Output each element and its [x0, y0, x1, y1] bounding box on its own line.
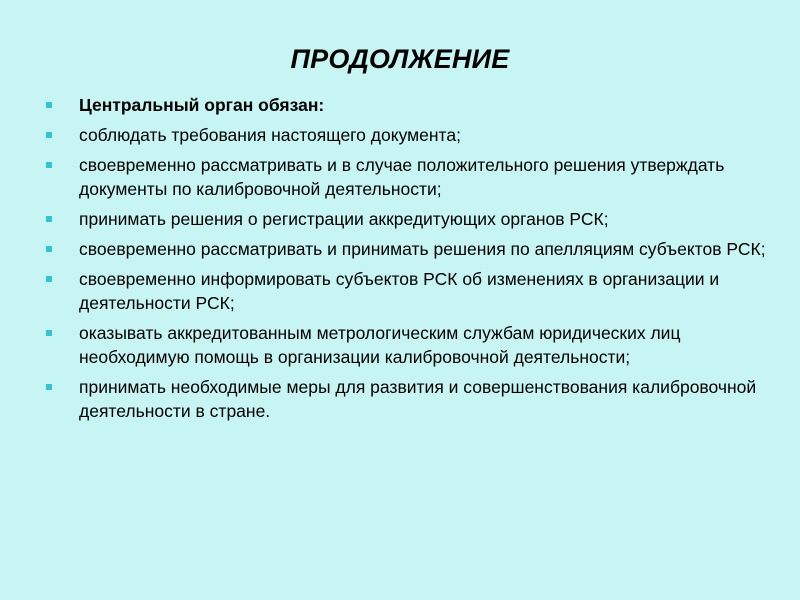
square-bullet-icon	[46, 162, 52, 168]
bullet-item	[44, 237, 774, 261]
bullet-list	[44, 93, 774, 429]
square-bullet-icon	[46, 102, 52, 108]
bullet-item	[44, 321, 774, 369]
square-bullet-icon	[46, 330, 52, 336]
bullet-item	[44, 93, 774, 117]
square-bullet-icon	[46, 216, 52, 222]
square-bullet-icon	[46, 246, 52, 252]
bullet-item	[44, 153, 774, 201]
square-bullet-icon	[46, 276, 52, 282]
bullet-text: Центральный орган обязан:	[79, 95, 325, 115]
square-bullet-icon	[46, 384, 52, 390]
bullet-item	[44, 267, 774, 315]
bullet-text: своевременно информировать субъектов РСК об изменениях в организации и деятельности РСК;	[79, 269, 720, 313]
bullet-text: своевременно рассматривать и в случае положительного решения утверждать документы по калибровочной деятельности;	[79, 155, 725, 199]
bullet-text: соблюдать требования настоящего документа;	[79, 125, 461, 145]
bullet-text: принимать решения о регистрации аккредитующих органов РСК;	[79, 209, 609, 229]
bullet-item	[44, 123, 774, 147]
bullet-text: принимать необходимые меры для развития и совершенствования калибровочной деятельности в стране.	[79, 377, 757, 421]
bullet-text: своевременно рассматривать и принимать решения по апелляциям субъектов РСК;	[79, 239, 766, 259]
bullet-item	[44, 375, 774, 423]
slide-title: ПРОДОЛЖЕНИЕ	[290, 44, 510, 74]
bullet-text: оказывать аккредитованным метрологическим службам юридических лиц необходимую помощь в организации калибровочной деятельности;	[79, 323, 681, 367]
bullet-item	[44, 207, 774, 231]
square-bullet-icon	[46, 132, 52, 138]
